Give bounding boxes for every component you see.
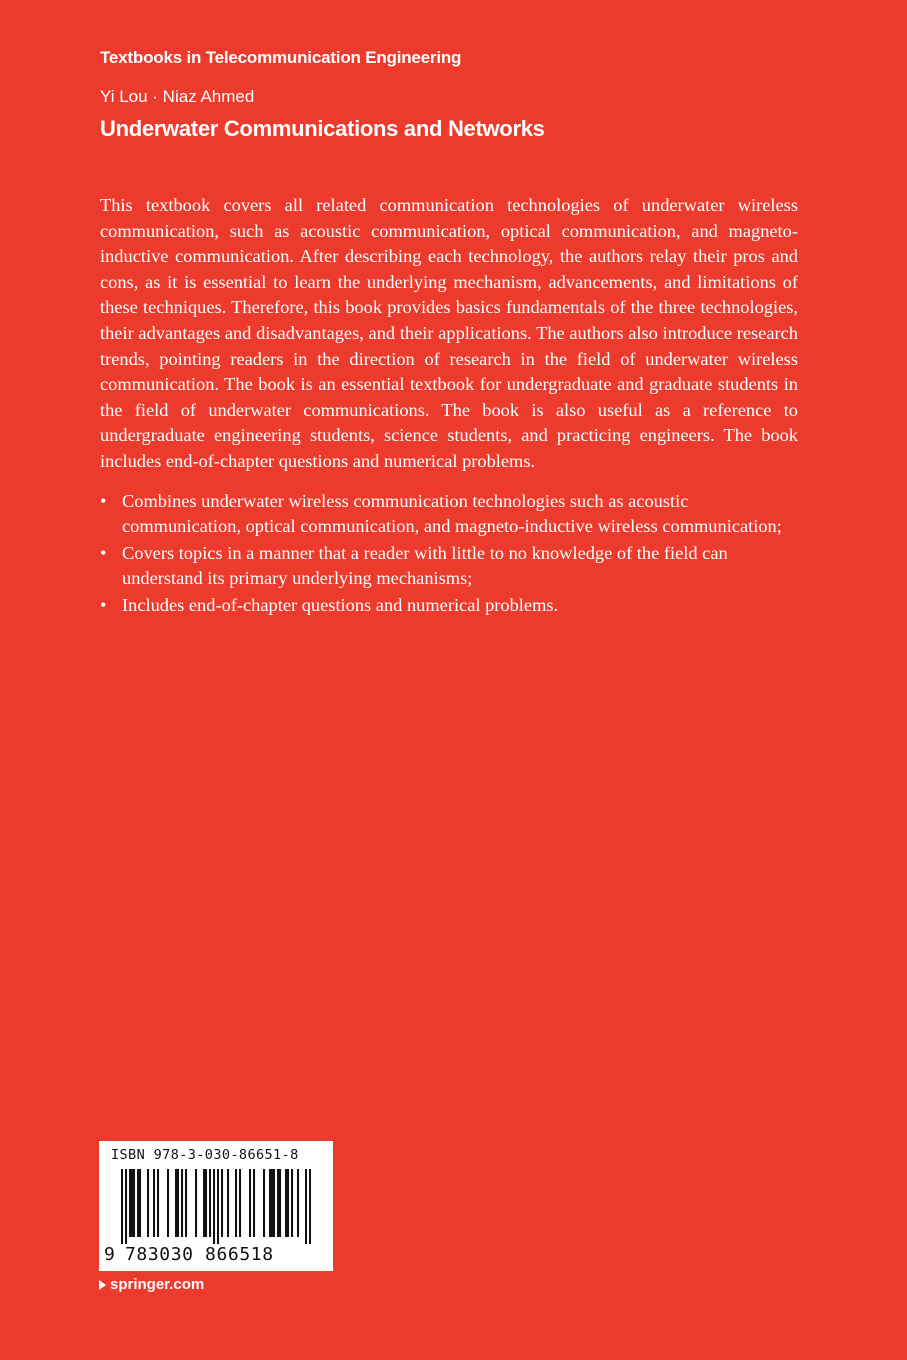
isbn-barcode-box (99, 1141, 333, 1271)
barcode-bar (167, 1169, 169, 1237)
arrow-right-icon (99, 1280, 106, 1290)
barcode-bar (209, 1169, 211, 1237)
barcode-bar (249, 1169, 251, 1237)
barcode-bar (239, 1169, 241, 1237)
barcode-bar (147, 1169, 149, 1237)
barcode-bar (253, 1169, 255, 1237)
barcode-bar (269, 1169, 271, 1237)
barcode-bar (131, 1169, 133, 1237)
barcode-bar (271, 1169, 273, 1237)
feature-text: Includes end-of-chapter questions and numerical problems. (122, 594, 559, 615)
barcode-bar (205, 1169, 207, 1237)
publisher-website[interactable] (99, 1276, 204, 1293)
description-block (100, 193, 798, 620)
feature-text: Covers topics in a manner that a reader with little to no knowledge of the field can understand its primary underlying mechanisms; (122, 542, 728, 589)
barcode-bar (291, 1169, 293, 1237)
barcode-bar (175, 1169, 177, 1237)
barcode-bar (195, 1169, 197, 1237)
barcode-bar (139, 1169, 141, 1237)
bullet-icon: • (100, 542, 107, 563)
barcode-icon (121, 1169, 311, 1244)
feature-item (100, 593, 798, 619)
barcode-bar (217, 1169, 219, 1244)
barcode-bar (227, 1169, 229, 1237)
barcode-bar (129, 1169, 131, 1237)
barcode-bar (125, 1169, 127, 1244)
series-name: Textbooks in Telecommunication Engineering (100, 48, 462, 67)
barcode-bar (221, 1169, 223, 1237)
barcode-bar (121, 1169, 123, 1244)
feature-text: Combines underwater wireless communication technologies such as acoustic communication, optical communication, and magneto-inductive wireless communication; (122, 490, 782, 537)
book-title: Underwater Communications and Networks (100, 116, 545, 141)
feature-item (100, 541, 798, 592)
barcode-bar (287, 1169, 289, 1237)
barcode-bar (309, 1169, 311, 1244)
barcode-bar (277, 1169, 279, 1237)
isbn-label: ISBN 978-3-030-86651-8 (111, 1147, 299, 1163)
barcode-bar (203, 1169, 205, 1237)
authors: Yi Lou · Niaz Ahmed (100, 87, 255, 106)
feature-item (100, 489, 798, 540)
barcode-bar (263, 1169, 265, 1237)
description-paragraph: This textbook covers all related communication technologies of underwater wireless communication, such as acoustic communication, optical communication, and magneto-inductive communication. After describing each technology, the authors relay their pros and cons, as it is essential to learn the underlying mechanism, advancements, and limitations of these techniques. Therefore, this book provides basics fundamentals of the three technologies, their advantages and disadvantages, and their applications. The authors also introduce research trends, pointing readers in the direction of research in the field of underwater wireless communication. The book is an essential textbook for undergraduate and graduate students in the field of underwater communications. The book is also useful as a reference to undergraduate engineering students, science students, and practicing engineers. The book includes end-of-chapter questions and numerical problems. (100, 195, 798, 471)
barcode-bar (285, 1169, 287, 1237)
barcode-bar (305, 1169, 307, 1244)
barcode-bar (213, 1169, 215, 1244)
barcode-bar (297, 1169, 299, 1237)
barcode-bar (185, 1169, 187, 1237)
bullet-icon: • (100, 594, 107, 615)
website-text: springer.com (110, 1276, 205, 1293)
barcode-bar (133, 1169, 135, 1237)
barcode-bar (177, 1169, 179, 1237)
bullet-icon: • (100, 490, 107, 511)
barcode-bar (157, 1169, 159, 1237)
barcode-first-digit: 9 (104, 1244, 115, 1265)
barcode-bar (279, 1169, 281, 1237)
barcode-bar (273, 1169, 275, 1237)
barcode-bar (235, 1169, 237, 1237)
barcode-bar (153, 1169, 155, 1237)
barcode-bar (137, 1169, 139, 1237)
barcode-digits: 783030 866518 (125, 1244, 274, 1265)
feature-list (100, 489, 798, 619)
barcode-bar (181, 1169, 183, 1237)
